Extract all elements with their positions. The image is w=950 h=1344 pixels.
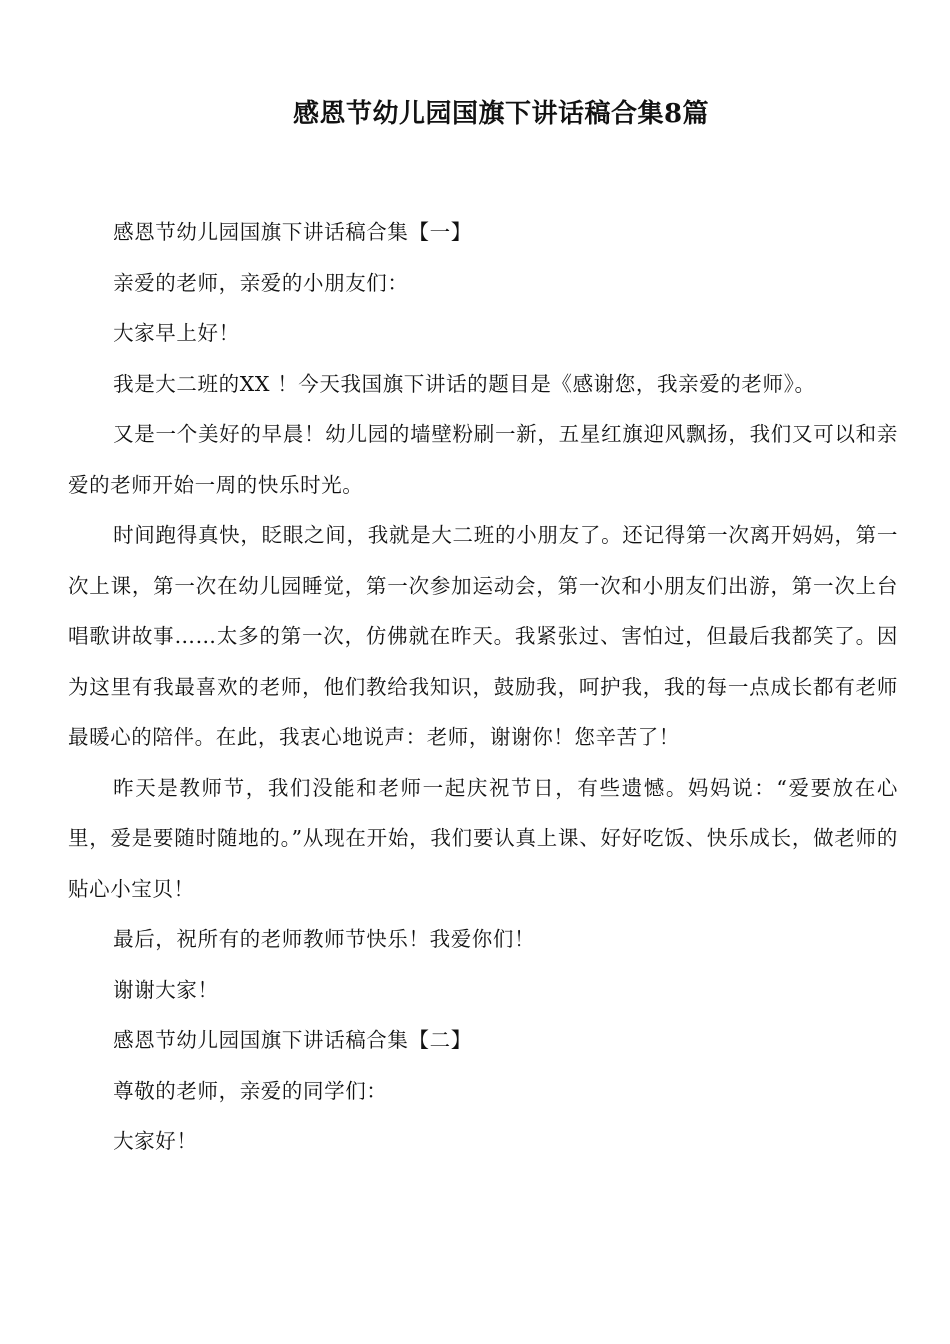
thanks-line: 谢谢大家！: [113, 977, 219, 1002]
greeting: 大家早上好！: [113, 321, 240, 345]
speech-topic-paragraph: 我是大二班的XX ！今天我国旗下讲话的题目是《感谢您，我亲爱的老师》。: [113, 371, 816, 396]
morning-paragraph: 又是一个美好的早晨！幼儿园的墙壁粉刷一新，五星红旗迎风飘扬，我们又可以和亲爱的老师开始一周的快乐时光。: [68, 422, 898, 497]
memories-paragraph: 时间跑得真快，眨眼之间，我就是大二班的小朋友了。还记得第一次离开妈妈，第一次上课，第一次在幼儿园睡觉，第一次参加运动会，第一次和小朋友们出游，第一次上台唱歌讲故事……太多的第一次，仿佛就在昨天。我紧张过、害怕过，但最后我都笑了。因为这里有我最喜欢的老师，他们教给我知识，鼓励我，呵护我，我的每一点成长都有老师最暖心的陪伴。在此，我衷心地说声：老师，谢谢你！您辛苦了！: [68, 523, 898, 749]
salutation-2: 尊敬的老师，亲爱的同学们：: [113, 1078, 388, 1103]
section-heading-2: 感恩节幼儿园国旗下讲话稿合集【二】: [113, 1028, 472, 1052]
greeting-2: 大家好！: [113, 1129, 198, 1153]
section-heading-1: 感恩节幼儿园国旗下讲话稿合集【一】: [113, 220, 472, 244]
document-body: [68, 207, 898, 1167]
document-title: 感恩节幼儿园国旗下讲话稿合集8篇: [292, 99, 710, 129]
salutation: 亲爱的老师，亲爱的小朋友们：: [113, 270, 409, 295]
teachers-day-paragraph: 昨天是教师节，我们没能和老师一起庆祝节日，有些遗憾。妈妈说：“爱要放在心里，爱是要随时随地的。”从现在开始，我们要认真上课、好好吃饭、快乐成长，做老师的贴心小宝贝！: [68, 775, 898, 901]
closing-wishes: 最后，祝所有的老师教师节快乐！我爱你们！: [113, 927, 536, 951]
